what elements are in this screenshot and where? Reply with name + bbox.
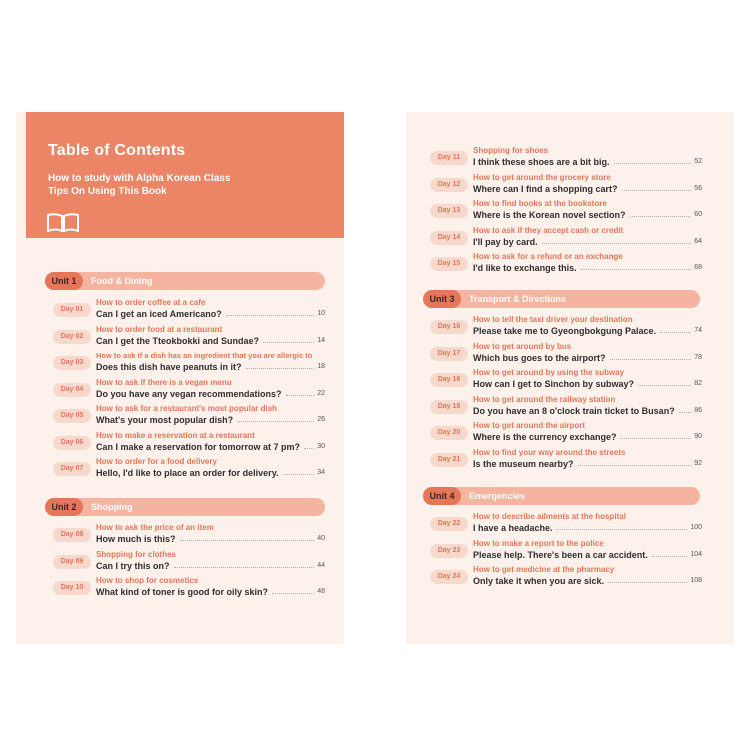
day-badge: Day 08 (53, 528, 91, 542)
lesson-title: How to ask for a refund or an exchange (473, 252, 623, 261)
lesson-phrase: Which bus goes to the airport? (473, 352, 606, 363)
lesson-title: How to order coffee at a cafe (96, 298, 206, 307)
page-number: 68 (694, 264, 702, 271)
right-page (406, 112, 734, 644)
dot-leader (174, 567, 314, 568)
page-number: 22 (317, 389, 325, 397)
dot-leader (283, 474, 314, 475)
unit-title: Shopping (91, 502, 133, 512)
open-book-icon (46, 212, 80, 232)
dot-leader (622, 190, 691, 191)
dot-leader (226, 315, 314, 316)
day-badge: Day 13 (430, 204, 468, 218)
toc-entry[interactable] (430, 368, 702, 394)
toc-header (26, 112, 344, 238)
page-number: 86 (694, 406, 702, 414)
lesson-title: How to order food at a restaurant (96, 324, 223, 334)
lesson-phrase: Can I get the Tteokbokki and Sundae? (96, 335, 260, 346)
dot-leader (180, 540, 314, 541)
unit-label: Unit 4 (423, 487, 461, 505)
lesson-phrase: Is the museum nearby? (473, 458, 574, 469)
left-page (16, 112, 344, 644)
day-badge: Day 21 (430, 453, 468, 467)
dot-leader (272, 593, 314, 594)
day-badge: Day 20 (430, 426, 468, 440)
lesson-phrase: Where is the Korean novel section? (473, 210, 626, 220)
lesson-title: Shopping for shoes (473, 146, 549, 155)
lesson-phrase: I think these shoes are a bit big. (473, 157, 610, 167)
toc-entry[interactable] (53, 523, 325, 549)
lesson-phrase: I have a headache. (473, 523, 553, 533)
day-badge: Day 07 (53, 462, 91, 476)
lesson-phrase: Only take it when you are sick. (473, 576, 605, 586)
page-number: 82 (694, 380, 702, 387)
day-badge: Day 06 (53, 436, 91, 450)
day-badge: Day 23 (430, 544, 468, 558)
lesson-title: How to order for a food delivery (96, 457, 217, 466)
toc-entry[interactable] (53, 457, 325, 483)
lesson-title: How to get around the grocery store (473, 172, 611, 182)
dot-leader (630, 216, 691, 217)
lesson-title: How to get medicine at the pharmacy (473, 565, 615, 574)
toc-entry[interactable] (430, 146, 702, 172)
lesson-title: How to get around by using the subway (473, 368, 625, 377)
page-number: 108 (690, 577, 702, 584)
lesson-title: How to ask the price of an item (96, 523, 214, 532)
page-number: 44 (317, 561, 325, 569)
lesson-title: How to make a report to the police (473, 538, 604, 548)
toc-entry[interactable] (53, 298, 325, 324)
lesson-phrase: How can I get to Sinchon by subway? (473, 379, 635, 389)
lesson-title: How to ask if a dish has an ingredient that you are allergic to (96, 351, 313, 360)
toc-entry[interactable] (430, 448, 702, 474)
day-badge: Day 15 (430, 257, 468, 271)
lesson-title: How to find your way around the streets (473, 447, 626, 457)
day-badge: Day 12 (430, 178, 468, 192)
day-badge: Day 16 (430, 320, 468, 334)
day-badge: Day 22 (430, 517, 468, 531)
dot-leader (660, 332, 691, 333)
toc-link-tips[interactable]: Tips On Using This Book (48, 186, 167, 197)
page-number: 60 (694, 211, 702, 218)
page-number: 10 (317, 310, 325, 317)
lesson-title: How to ask for a restaurant's most popular dish (96, 404, 278, 413)
toc-entry[interactable] (430, 539, 702, 565)
toc-link-how-to-study[interactable]: How to study with Alpha Korean Class (48, 173, 231, 184)
dot-leader (638, 385, 691, 386)
toc-entry[interactable] (430, 421, 702, 447)
page-number: 64 (694, 237, 702, 245)
lesson-title: How to ask if there is a vegan menu (96, 377, 232, 387)
toc-entry[interactable] (430, 565, 702, 591)
unit-4-header[interactable] (423, 487, 700, 505)
dot-leader (246, 368, 314, 369)
dot-leader (542, 243, 691, 244)
lesson-title: How to ask if they accept cash or credit (473, 225, 624, 235)
toc-entry[interactable] (430, 199, 702, 225)
page-number: 14 (317, 336, 325, 344)
toc-entry[interactable] (53, 351, 325, 377)
lesson-phrase: What's your most popular dish? (96, 415, 234, 425)
day-badge: Day 19 (430, 400, 468, 414)
page-number: 52 (694, 158, 702, 165)
dot-leader (581, 269, 691, 270)
lesson-title: How to get around by bus (473, 341, 572, 351)
lesson-title: How to tell the taxi driver your destination (473, 315, 633, 324)
day-badge: Day 18 (430, 373, 468, 387)
unit-title: Emergencies (469, 491, 526, 501)
toc-entry[interactable] (53, 550, 325, 576)
toc-entry[interactable] (53, 576, 325, 602)
day-badge: Day 24 (430, 570, 468, 584)
lesson-phrase: How much is this? (96, 534, 176, 544)
lesson-phrase: Can I try this on? (96, 560, 170, 571)
dot-leader (614, 163, 691, 164)
lesson-title: How to describe ailments at the hospital (473, 512, 626, 521)
lesson-title: How to shop for cosmetics (96, 576, 199, 585)
lesson-phrase: Can I make a reservation for tomorrow at 7 pm? (96, 441, 301, 452)
dot-leader (578, 465, 691, 466)
unit-label: Unit 2 (45, 498, 83, 516)
day-badge: Day 14 (430, 231, 468, 245)
page-number: 104 (690, 550, 702, 558)
unit-2-header[interactable] (45, 498, 325, 516)
dot-leader (610, 359, 691, 360)
dot-leader (557, 529, 687, 530)
toc-entry[interactable] (430, 512, 702, 538)
page-number: 48 (317, 588, 325, 595)
dot-leader (263, 342, 314, 343)
lesson-title: Shopping for clothes (96, 549, 176, 559)
lesson-phrase: Please take me to Gyeongbokgung Palace. (473, 326, 657, 336)
toc-entry[interactable] (430, 315, 702, 341)
dot-leader (652, 556, 687, 557)
toc-entry[interactable] (430, 173, 702, 199)
toc-entry[interactable] (430, 395, 702, 421)
toc-entry[interactable] (53, 431, 325, 457)
day-badge: Day 11 (430, 151, 468, 165)
lesson-title: How to get around the airport (473, 421, 585, 430)
lesson-phrase: I'll pay by card. (473, 236, 538, 247)
dot-leader (237, 421, 314, 422)
page-number: 90 (694, 433, 702, 440)
lesson-phrase: Do you have any vegan recommendations? (96, 388, 282, 399)
unit-label: Unit 3 (423, 290, 461, 308)
page-number: 56 (694, 184, 702, 192)
page-number: 26 (317, 416, 325, 423)
day-badge: Day 10 (53, 581, 91, 595)
day-badge: Day 04 (53, 383, 91, 397)
dot-leader (621, 438, 691, 439)
day-badge: Day 05 (53, 409, 91, 423)
lesson-phrase: Please help. There's been a car accident. (473, 549, 648, 560)
page-number: 74 (694, 327, 702, 334)
toc-entry[interactable] (430, 342, 702, 368)
day-badge: Day 09 (53, 555, 91, 569)
day-badge: Day 02 (53, 330, 91, 344)
dot-leader (679, 412, 691, 413)
lesson-phrase: Where is the currency exchange? (473, 432, 617, 442)
lesson-title: How to find books at the bookstore (473, 199, 607, 208)
dot-leader (304, 448, 314, 449)
toc-entry[interactable] (53, 325, 325, 351)
page-title: Table of Contents (48, 142, 186, 159)
lesson-title: How to get around the railway station (473, 394, 616, 404)
unit-1-header[interactable] (45, 272, 325, 290)
lesson-phrase: Does this dish have peanuts in it? (96, 362, 242, 372)
lesson-phrase: Hello, I'd like to place an order for delivery. (96, 468, 279, 478)
toc-entry[interactable] (430, 252, 702, 278)
lesson-phrase: Can I get an iced Americano? (96, 309, 222, 319)
dot-leader (286, 395, 314, 396)
dot-leader (608, 582, 687, 583)
lesson-phrase: Do you have an 8 o'clock train ticket to Busan? (473, 405, 675, 416)
day-badge: Day 03 (53, 356, 91, 370)
lesson-phrase: I'd like to exchange this. (473, 263, 577, 273)
unit-3-header[interactable] (423, 290, 700, 308)
toc-entry[interactable] (430, 226, 702, 252)
unit-label: Unit 1 (45, 272, 83, 290)
page-number: 34 (317, 469, 325, 476)
unit-title: Food & Dining (91, 276, 153, 286)
page-number: 40 (317, 535, 325, 542)
toc-entry[interactable] (53, 378, 325, 404)
page-number: 30 (317, 442, 325, 450)
toc-entry[interactable] (53, 404, 325, 430)
page-number: 18 (317, 363, 325, 370)
page-number: 92 (694, 459, 702, 467)
unit-title: Transport & Directions (469, 294, 567, 304)
lesson-phrase: What kind of toner is good for oily skin? (96, 587, 268, 597)
page-number: 78 (694, 353, 702, 361)
page-number: 100 (690, 524, 702, 531)
lesson-phrase: Where can I find a shopping cart? (473, 183, 618, 194)
day-badge: Day 01 (53, 303, 91, 317)
lesson-title: How to make a reservation at a restaurant (96, 430, 255, 440)
day-badge: Day 17 (430, 347, 468, 361)
